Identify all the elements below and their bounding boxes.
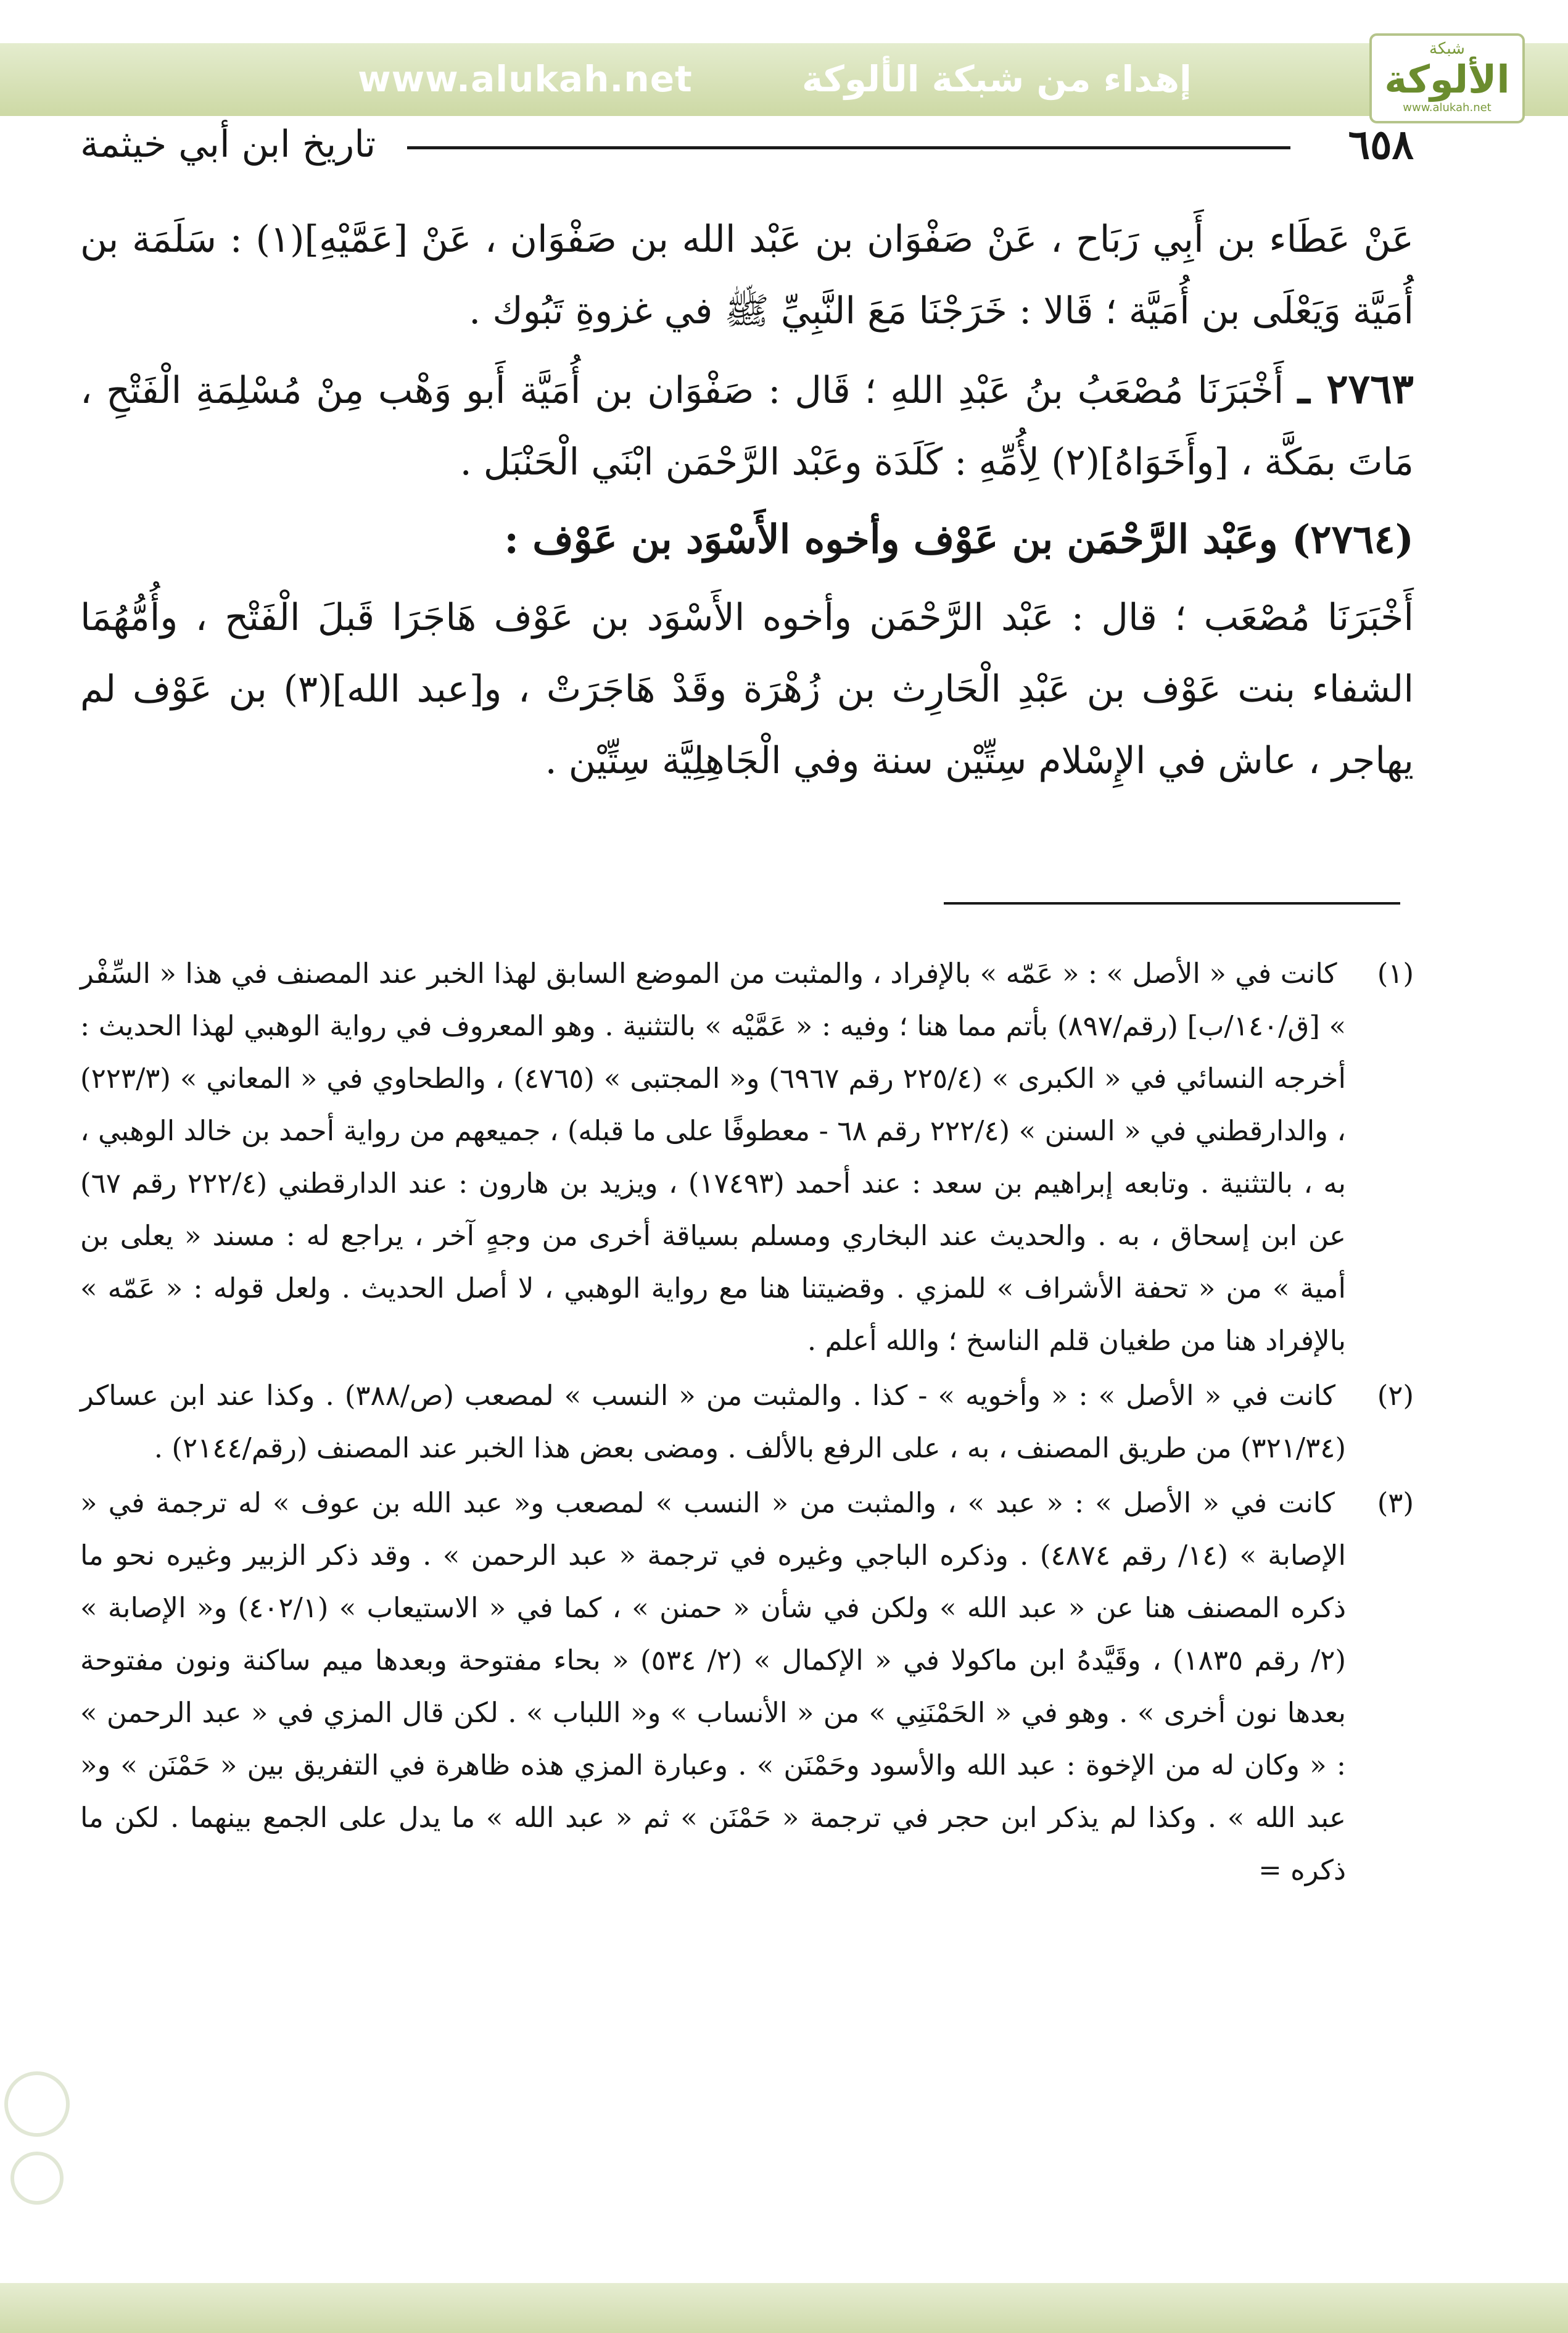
footnote-text: كانت في « الأصل » : « وأخويه » - كذا . والمثبت من « النسب » لمصعب (ص/٣٨٨) . وكذا عند ابن عساكر (٣٢١/٣٤) من طريق المصنف ، به ، على الرفع بالألف . ومضى بعض هذا الخبر عند المصنف (رقم/٢١٤٤) .: [80, 1379, 1346, 1464]
page-number: ٦٥٨: [1348, 120, 1414, 168]
footer-band: [0, 2283, 1568, 2333]
entry-number-2763: ٢٧٦٣ ـ: [1298, 365, 1414, 413]
paragraph-2763: [80, 353, 1414, 498]
footnote-2: [80, 1369, 1414, 1474]
footnote-marker: (١): [1377, 957, 1414, 990]
footnote-text: كانت في « الأصل » : « عبد » ، والمثبت من « النسب » لمصعب و« عبد الله بن عوف » له ترجمة في « الإصابة » (١٤/ رقم ٤٨٧٤) . وذكره الباجي وغيره في ترجمة « عبد الرحمن » . وقد ذكر الزبير وغيره نحو ما ذكره المصنف هنا عن « عبد الله » ولكن في شأن « حمنن » ، كما في « الاستيعاب » (٤٠٢/١) و« الإصابة » (٢/ رقم ١٨٣٥) ، وقَيَّدهُ ابن ماكولا في « الإكمال » (٢/ ٥٣٤) « بحاء مفتوحة وبعدها ميم ساكنة ونون مفتوحة بعدها نون أخرى » . وهو في « الحَمْنَنِي » من « الأنساب » و« اللباب » . لكن قال المزي في « عبد الرحمن » : « وكان له من الإخوة : عبد الله والأسود وحَمْنَن » . وعبارة المزي هذه ظاهرة في التفريق بين « حَمْنَن » و« عبد الله » . وكذا لم يذكر ابن حجر في ترجمة « حَمْنَن » ثم « عبد الله » ما يدل على الجمع بينهما . لكن ما ذكره =: [80, 1486, 1346, 1886]
footnote-3: [80, 1477, 1414, 1896]
book-title: تاريخ ابن أبي خيثمة: [80, 123, 376, 166]
footnote-1: [80, 947, 1414, 1367]
logo-small-text: شبكة: [1429, 39, 1465, 58]
footnote-marker: (٢): [1377, 1379, 1414, 1412]
watermark-ornament: [0, 2055, 74, 2240]
banner-url[interactable]: www.alukah.net: [358, 58, 693, 100]
banner-gift-text: إهداء من شبكة الألوكة: [802, 58, 1192, 100]
paragraph-2763-text: أَخْبَرَنَا مُصْعَبُ بنُ عَبْدِ اللهِ ؛ قَال : صَفْوَان بن أُمَيَّة أَبو وَهْب مِنْ مُسْلِمَةِ الْفَتْحِ ، مَاتَ بمَكَّة ، [وأَخَوَاهُ](٢) لِأُمِّهِ : كَلَدَة وعَبْد الرَّحْمَن ابْنَي الْحَنْبَل .: [80, 369, 1414, 484]
paragraph-1: عَنْ عَطَاء بن أَبِي رَبَاح ، عَنْ صَفْوَان بن عَبْد الله بن صَفْوَان ، عَنْ [عَمَّيْهِ](١) : سَلَمَة بن أُمَيَّة وَيَعْلَى بن أُمَيَّة ؛ قَالا : خَرَجْنَا مَعَ النَّبِيِّ ﷺ في غزوةِ تَبُوك .: [80, 218, 1414, 333]
site-banner: [0, 43, 1568, 116]
footnote-text: كانت في « الأصل » : « عَمّه » بالإفراد ، والمثبت من الموضع السابق لهذا الخبر عند المصنف في هذا « السِّفْر » [ق/١٤٠/ب] (رقم/٨٩٧) بأتم مما هنا ؛ وفيه : « عَمَّيْه » بالتثنية . وهو المعروف في رواية الوهبي لهذا الحديث : أخرجه النسائي في « الكبرى » (٢٢٥/٤ رقم ٦٩٦٧) و« المجتبى » (٤٧٦٥) ، والطحاوي في « المعاني » (٢٢٣/٣) ، والدارقطني في « السنن » (٢٢٢/٤ رقم ٦٨ - معطوفًا على ما قبله) ، جميعهم من رواية أحمد بن خالد الوهبي ، به ، بالتثنية . وتابعه إبراهيم بن سعد : عند أحمد (١٧٤٩٣) ، ويزيد بن هارون : عند الدارقطني (٢٢٢/٤ رقم ٦٧) عن ابن إسحاق ، به . والحديث عند البخاري ومسلم بسياقة أخرى من وجهٍ آخر ، يراجع له : مسند « يعلى بن أمية » من « تحفة الأشراف » للمزي . وقضيتنا هنا مع رواية الوهبي ، لا أصل الحديث . ولعل قوله : « عَمّه » بالإفراد هنا من طغيان قلم الناسخ ؛ والله أعلم .: [80, 957, 1347, 1357]
footnote-separator: [944, 902, 1400, 905]
footnote-marker: (٣): [1377, 1486, 1414, 1519]
footnotes: [80, 947, 1414, 1899]
main-text: [80, 204, 1414, 803]
alukah-logo[interactable]: [1369, 33, 1525, 123]
paragraph-3: أَخْبَرَنَا مُصْعَب ؛ قال : عَبْد الرَّحْمَن وأخوه الأَسْوَد بن عَوْف هَاجَرَا قَبلَ الْفَتْح ، وأُمُّهُمَا الشفاء بنت عَوْف بن عَبْدِ الْحَارِث بن زُهْرَة وقَدْ هَاجَرَتْ ، و[عبد الله](٣) بن عَوْف لم يهاجر ، عاش في الإِسْلام سِتِّيْن سنة وفي الْجَاهِلِيَّة سِتِّيْن .: [80, 596, 1414, 782]
section-title-2764: (٢٧٦٤) وعَبْد الرَّحْمَن بن عَوْف وأخوه الأَسْوَد بن عَوْف :: [504, 516, 1414, 563]
logo-url: www.alukah.net: [1403, 101, 1492, 114]
header-rule: [407, 146, 1290, 149]
logo-name: الألوكة: [1384, 57, 1510, 102]
page-header: [80, 120, 1414, 176]
